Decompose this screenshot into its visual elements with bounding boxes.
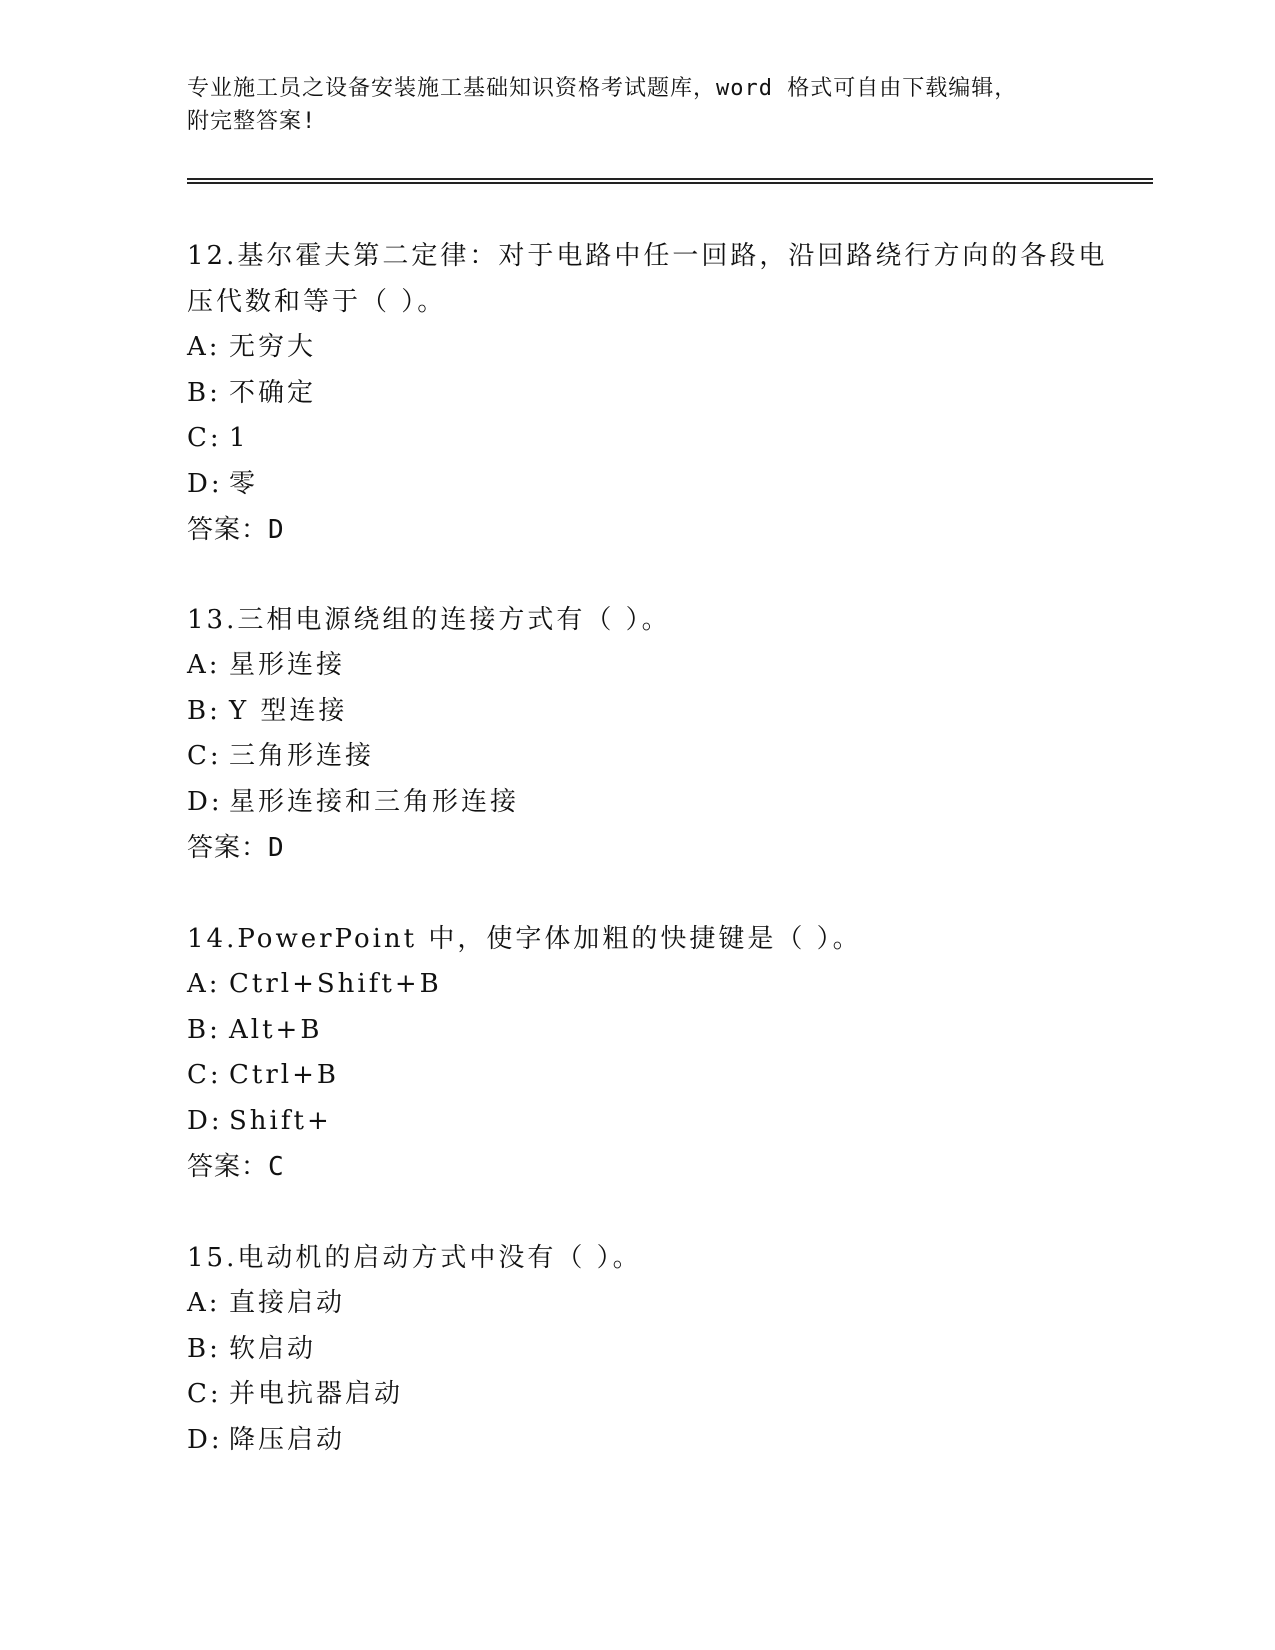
option-d: [187, 1418, 1127, 1464]
option-label: C:: [187, 1379, 222, 1409]
question-text: 15.电动机的启动方式中没有（ ）。: [187, 1243, 642, 1273]
option-a: [187, 1281, 1127, 1327]
answer: 答案：C: [187, 1152, 285, 1182]
option-b: [187, 1008, 1127, 1054]
option-d: [187, 462, 1127, 508]
option-text: Ctrl+B: [229, 1060, 339, 1090]
option-label: A:: [187, 332, 221, 362]
option-a: [187, 643, 1127, 689]
document-header: [187, 72, 1087, 138]
option-label: D:: [187, 1105, 223, 1136]
answer: 答案：D: [187, 833, 285, 863]
option-text: 星形连接: [229, 650, 346, 680]
option-text: 软启动: [229, 1333, 317, 1364]
option-text: 1: [229, 423, 249, 453]
question-text: 12.基尔霍夫第二定律：对于电路中任一回路，沿回路绕行方向的各段电压代数和等于（ ）。: [187, 241, 1108, 317]
header-line-2: 附完整答案!: [187, 109, 317, 134]
option-c: [187, 734, 1127, 780]
option-text: Ctrl+Shift+B: [229, 969, 442, 999]
option-label: D:: [187, 786, 223, 817]
question-13: [187, 597, 1127, 871]
option-text: Alt+B: [229, 1014, 323, 1045]
option-label: A:: [187, 1288, 221, 1318]
option-label: B:: [187, 695, 221, 726]
option-label: B:: [187, 377, 221, 408]
option-label: D:: [187, 468, 223, 499]
option-d: [187, 1099, 1127, 1145]
question-12: [187, 233, 1127, 553]
option-text: Shift+: [229, 1105, 332, 1136]
option-label: D:: [187, 1424, 223, 1455]
option-text: 星形连接和三角形连接: [229, 786, 520, 817]
question-15: [187, 1235, 1127, 1463]
option-b: [187, 689, 1127, 735]
option-label: C:: [187, 423, 222, 453]
option-text: 无穷大: [229, 332, 317, 362]
option-text: 零: [229, 468, 259, 499]
option-label: B:: [187, 1014, 221, 1045]
option-label: C:: [187, 741, 222, 771]
option-b: [187, 1327, 1127, 1373]
question-text: 14.PowerPoint 中，使字体加粗的快捷键是（ ）。: [187, 924, 862, 954]
answer: 答案：D: [187, 515, 285, 545]
option-a: [187, 325, 1127, 371]
question-text: 13.三相电源绕组的连接方式有（ ）。: [187, 605, 671, 635]
question-14: [187, 916, 1127, 1190]
option-text: 并电抗器启动: [229, 1379, 404, 1409]
option-label: B:: [187, 1333, 221, 1364]
option-c: [187, 1053, 1127, 1099]
header-line-1: 专业施工员之设备安装施工基础知识资格考试题库，word 格式可自由下载编辑，: [187, 76, 1018, 101]
option-b: [187, 371, 1127, 417]
option-label: A:: [187, 650, 221, 680]
option-d: [187, 780, 1127, 826]
option-text: 不确定: [229, 377, 317, 408]
option-c: [187, 1372, 1127, 1418]
option-label: C:: [187, 1060, 222, 1090]
option-a: [187, 962, 1127, 1008]
option-text: 三角形连接: [229, 741, 375, 771]
option-label: A:: [187, 969, 221, 999]
option-text: Y 型连接: [229, 695, 348, 726]
header-double-rule: [187, 178, 1153, 184]
option-text: 降压启动: [229, 1424, 346, 1455]
option-text: 直接启动: [229, 1288, 346, 1318]
option-c: [187, 416, 1127, 462]
